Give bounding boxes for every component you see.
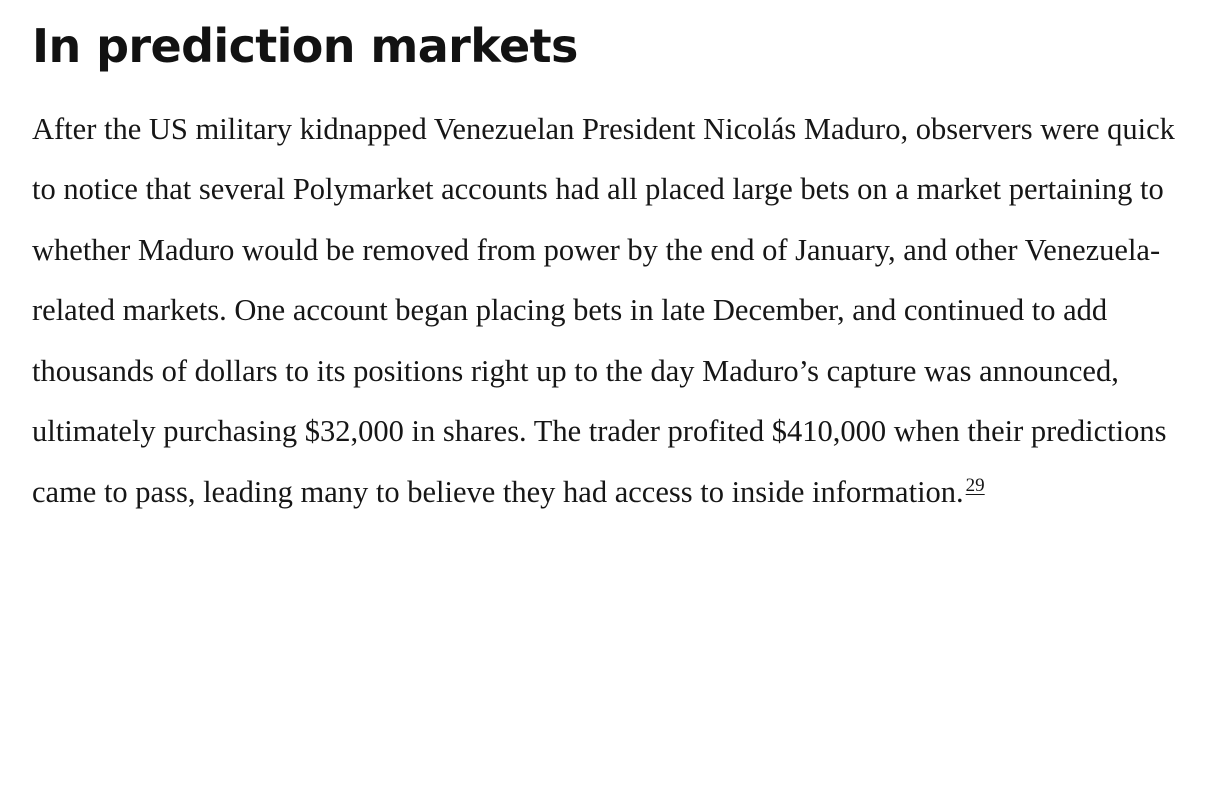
footnote-reference-link[interactable]: 29	[965, 474, 985, 496]
section-heading: In prediction markets	[32, 19, 578, 73]
body-paragraph	[32, 99, 1192, 523]
paragraph-text: After the US military kidnapped Venezuelan President Nicolás Maduro, observers were quick to notice that several Polymarket accounts had all placed large bets on a market pertaining to whether Maduro would be removed from power by the end of January, and other Venezuela-related markets. One account began placing bets in late December, and continued to add thousands of dollars to its positions right up to the day Maduro’s capture was announced, ultimately purchasing $32,000 in shares. The trader profited $410,000 when their predictions came to pass, leading many to believe they had access to inside information.	[32, 111, 1175, 509]
